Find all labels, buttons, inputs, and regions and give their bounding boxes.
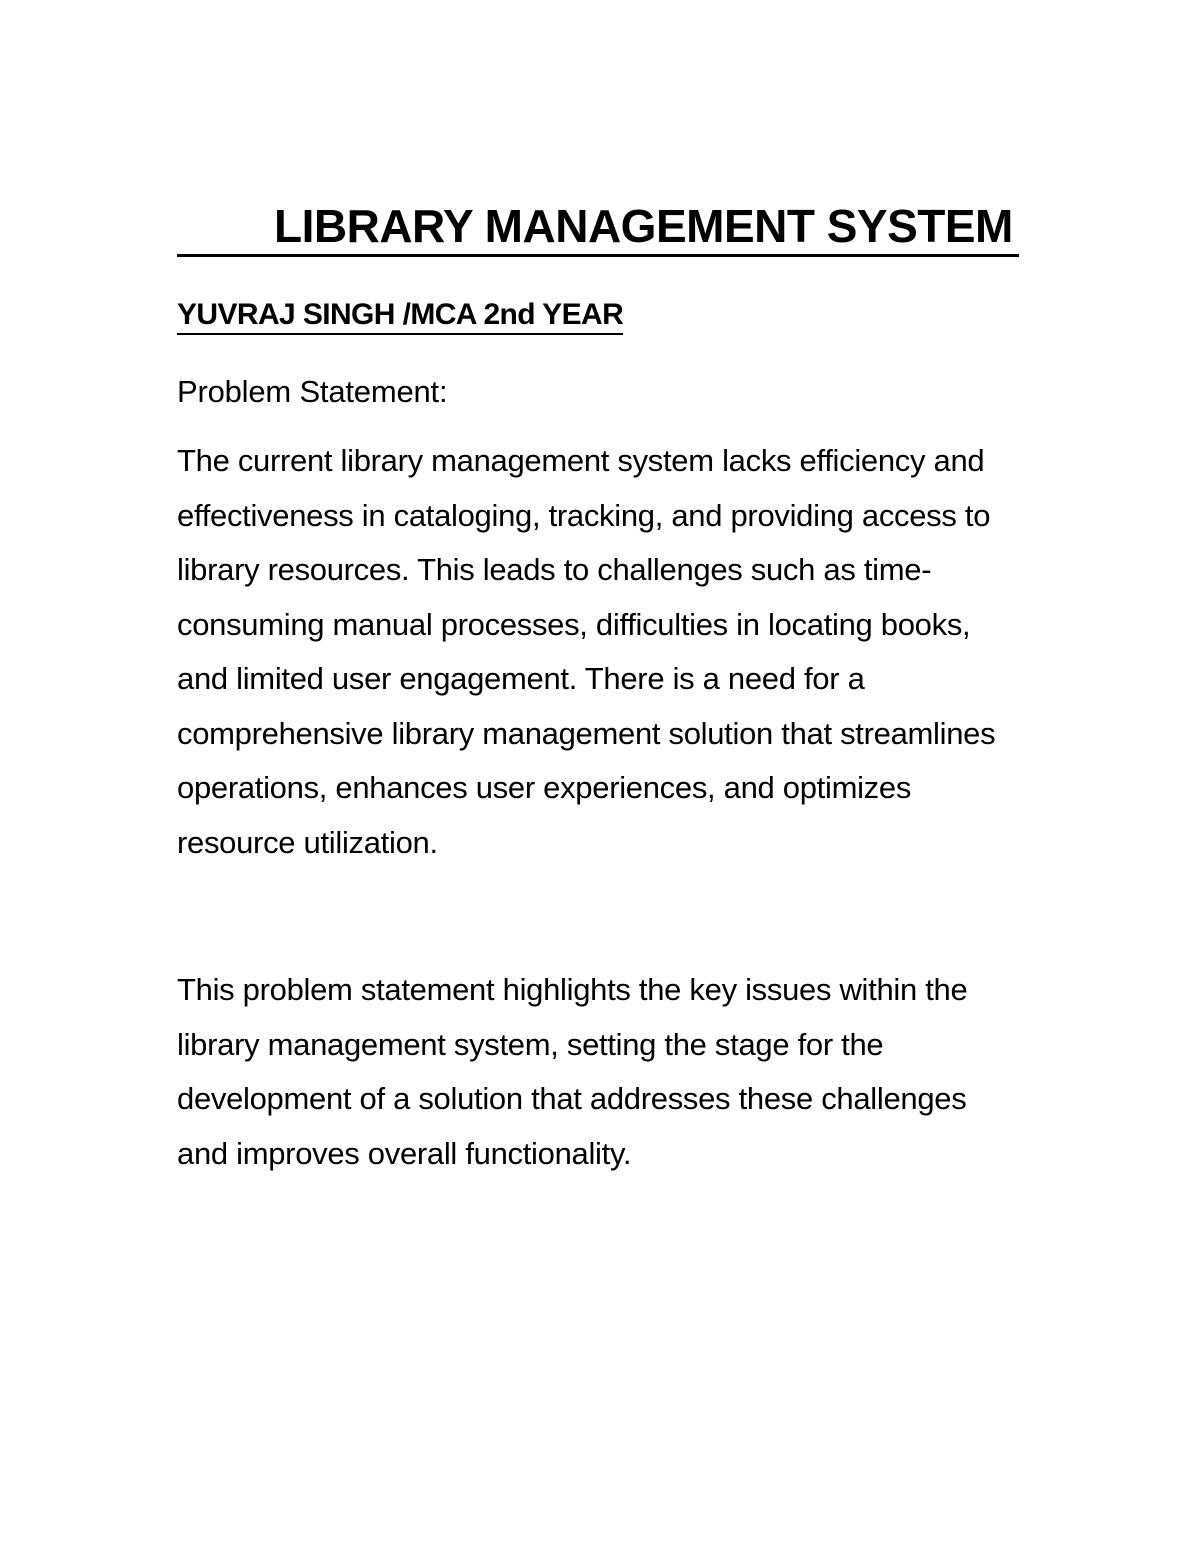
author-line: YUVRAJ SINGH /MCA 2nd YEAR <box>177 297 623 335</box>
document-title: LIBRARY MANAGEMENT SYSTEM <box>177 198 1019 257</box>
section-label: Problem Statement: <box>177 374 448 409</box>
problem-statement-paragraph: The current library management system lacks efficiency and effectiveness in cataloging, tracking, and providing access to library resources. This leads to challenges such as time-consuming manual processes, difficulties in locating books, and limited user engagement. There is a need for a comprehensive library management solution that streamlines operations, enhances user experiences, and optimizes resource utilization. <box>177 443 996 860</box>
summary-paragraph: This problem statement highlights the key issues within the library management system, setting the stage for the development of a solution that addresses these challenges and improves overall functionality. <box>177 972 968 1171</box>
document-content <box>177 198 1037 1181</box>
